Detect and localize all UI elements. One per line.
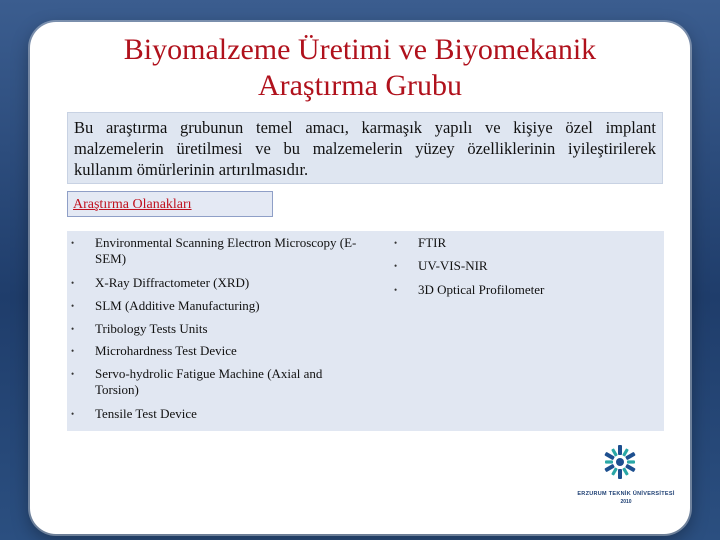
bullet-icon: • <box>71 324 75 334</box>
list-item-text: Servo-hydrolic Fatigue Machine (Axial and Torsion) <box>95 366 323 397</box>
bullet-icon: • <box>71 238 75 248</box>
list-item-text: Tribology Tests Units <box>95 321 208 336</box>
list-item-text: 3D Optical Profilometer <box>418 282 545 297</box>
bullet-icon: • <box>71 346 75 356</box>
title-line-2: Araştırma Grubu <box>257 69 463 102</box>
snowflake-logo-icon <box>565 440 675 530</box>
list-item-text: Tensile Test Device <box>95 406 197 421</box>
bullet-icon: • <box>71 301 75 311</box>
bullet-icon: • <box>394 238 398 248</box>
intro-paragraph: Bu araştırma grubunun temel amacı, karmaşık yapılı ve kişiye özel implant malzemelerin üretilmesi ve bu malzemelerin yüzey özelliklerinin iyileştirilerek kullanım ömürlerinin artırılmasıdır. <box>67 112 663 184</box>
list-item-text: Microhardness Test Device <box>95 343 237 358</box>
bullet-icon: • <box>71 369 75 379</box>
list-item-text: SLM (Additive Manufacturing) <box>95 298 260 313</box>
section-label-facilities: Araştırma Olanakları <box>67 191 273 217</box>
facilities-panel <box>67 231 664 431</box>
list-item-text: X-Ray Diffractometer (XRD) <box>95 275 250 290</box>
list-item-text: Environmental Scanning Electron Microscopy (E-SEM) <box>95 235 357 266</box>
logo-name: ERZURUM TEKNİK ÜNİVERSİTESİ <box>577 491 675 497</box>
bullet-icon: • <box>394 261 398 271</box>
bullet-icon: • <box>394 285 398 295</box>
page-title <box>30 32 690 104</box>
list-item-text: FTIR <box>418 235 447 250</box>
bullet-icon: • <box>71 278 75 288</box>
logo-year: 2010 <box>620 499 632 505</box>
bullet-icon: • <box>71 409 75 419</box>
list-item-text: UV-VIS-NIR <box>418 258 488 273</box>
title-line-1: Biyomalzeme Üretimi ve Biyomekanik <box>123 33 597 66</box>
